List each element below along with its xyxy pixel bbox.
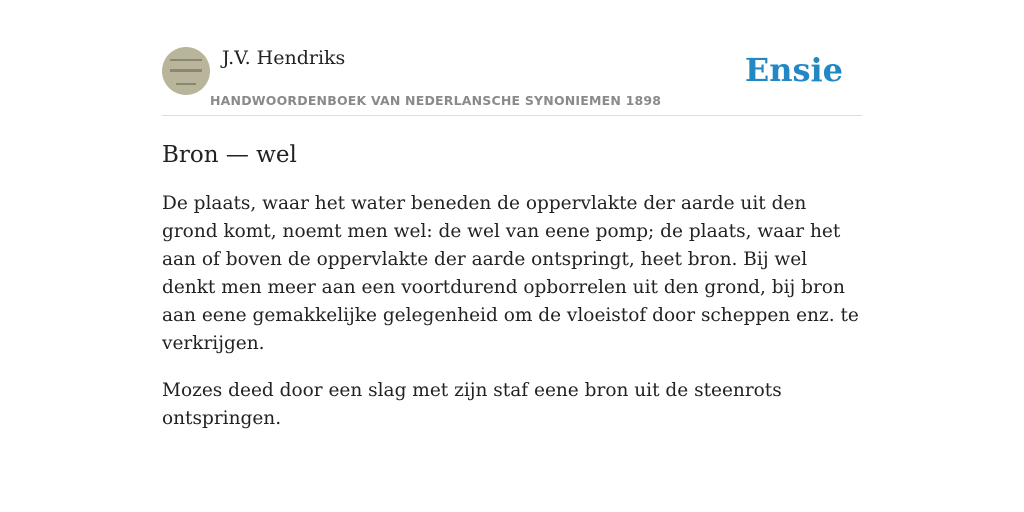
brand-logo[interactable]: Ensie: [744, 51, 843, 89]
entry-card: [162, 46, 862, 433]
cover-line: [176, 83, 196, 85]
entry-paragraph: De plaats, waar het water beneden de oppervlakte der aarde uit den grond komt, noemt men wel: de wel van eene pomp; de plaats, waar het aan of boven de oppervlakte der aarde ontspringt, heet bron. Bij wel denkt men meer aan een voortdurend opborrelen uit den grond, bij bron aan eene gemakkelijke gelegenheid om de vloeistof door scheppen enz. te verkrijgen.: [162, 193, 859, 354]
author-link[interactable]: J.V. Hendriks: [222, 47, 346, 69]
entry-title: Bron — wel: [162, 142, 297, 168]
source-title[interactable]: HANDWOORDENBOEK VAN NEDERLANSCHE SYNONIEMEN 1898: [210, 93, 662, 108]
entry-header: [162, 46, 862, 116]
cover-line: [170, 69, 202, 72]
entry-paragraph: Mozes deed door een slag met zijn staf eene bron uit de steenrots ontspringen.: [162, 380, 782, 429]
book-cover-icon[interactable]: [162, 47, 210, 95]
cover-line: [170, 59, 202, 61]
